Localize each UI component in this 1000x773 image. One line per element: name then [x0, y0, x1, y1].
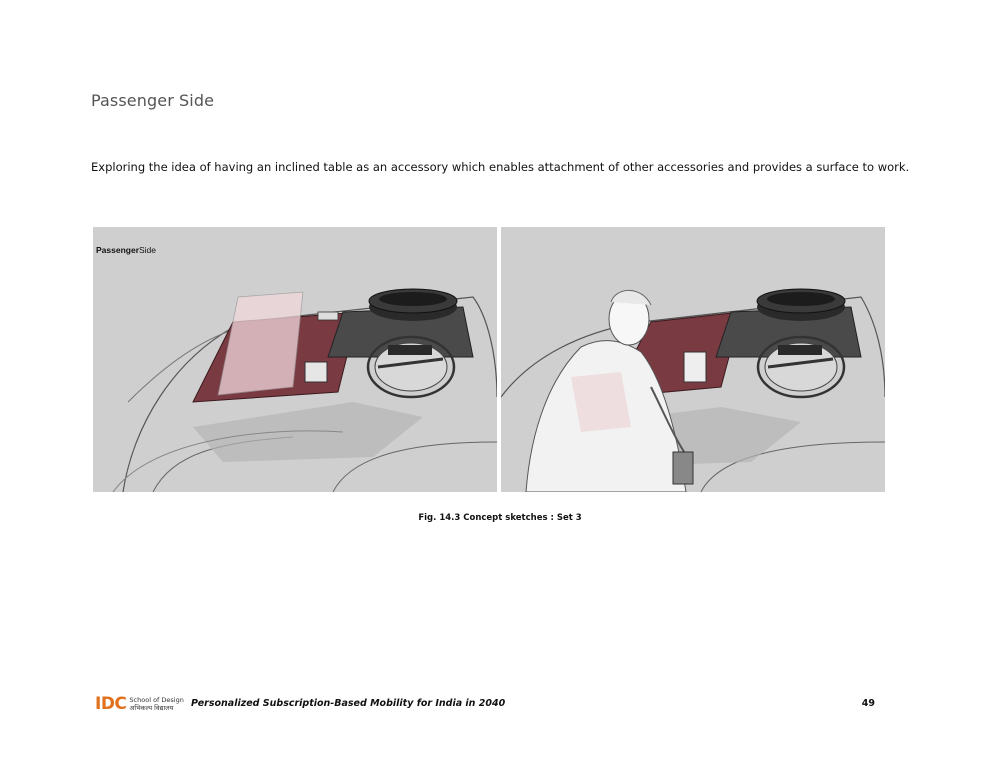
section-title: Passenger Side [91, 91, 215, 110]
sketch-panel-right [501, 227, 885, 492]
sketch-illustration-right [501, 227, 885, 492]
sketch-illustration-left [93, 227, 497, 492]
concept-sketch-figure [93, 227, 885, 492]
page-number: 49 [861, 698, 875, 709]
idc-logo [95, 695, 184, 713]
panel-label: PassengerSide [96, 245, 157, 255]
idc-logo-mark: IDC [95, 694, 127, 714]
logo-line-hindi: अभिकल्प विद्यालय [129, 704, 174, 712]
sketch-panel-left [93, 227, 497, 492]
footer-title: Personalized Subscription-Based Mobility for India in 2040 [191, 698, 506, 709]
intro-paragraph: Exploring the idea of having an inclined table as an accessory which enables attachment of other accessories and provides a surface to work. [91, 160, 910, 174]
page-footer [95, 695, 885, 715]
figure-caption: Fig. 14.3 Concept sketches : Set 3 [418, 513, 582, 523]
logo-line-english: School of Design [129, 696, 184, 704]
